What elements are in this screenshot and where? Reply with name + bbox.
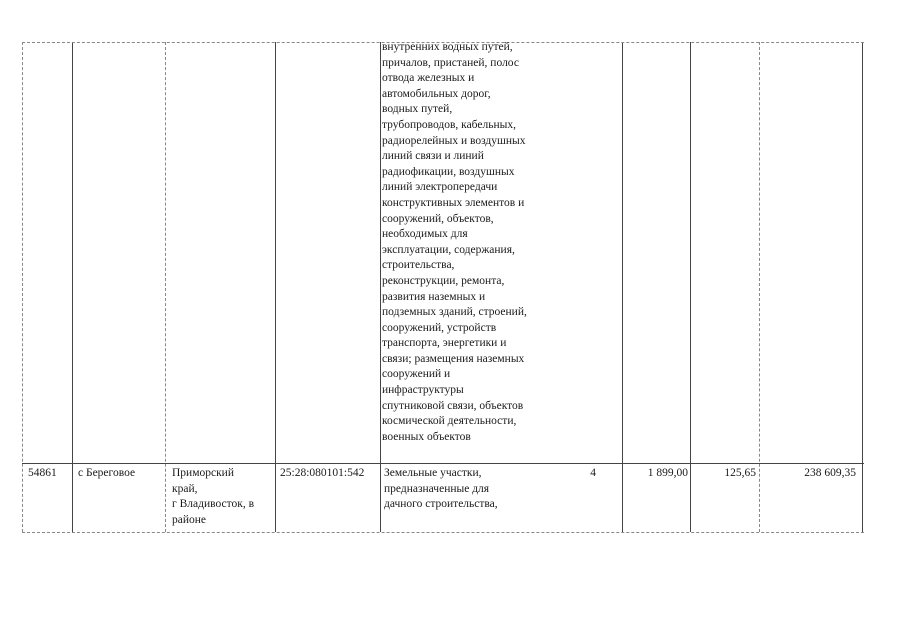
row-group: 4: [590, 467, 596, 479]
description-line: водных путей,: [382, 103, 453, 116]
row-address: [172, 466, 254, 528]
description-line: внутренних водных путей,: [382, 41, 513, 53]
row-rate: 125,65: [724, 467, 756, 479]
description-line: реконструкции, ремонта,: [382, 274, 505, 287]
description-line: отвода железных и: [382, 72, 475, 85]
row-value: 238 609,35: [804, 467, 856, 479]
column-rule: [22, 42, 23, 532]
description-line: радиофикации, воздушных: [382, 165, 515, 178]
column-rule: [759, 42, 760, 532]
row-id: 54861: [28, 467, 57, 479]
description-line: спутниковой связи, объектов: [382, 399, 524, 412]
column-rule: [862, 42, 863, 532]
description-line: автомобильных дорог,: [382, 87, 491, 100]
column-rule: [165, 42, 166, 532]
purpose-line: предназначенные для: [384, 482, 490, 495]
row-area: 1 899,00: [647, 467, 688, 479]
description-line: космической деятельности,: [382, 415, 517, 428]
description-line: трубопроводов, кабельных,: [382, 118, 516, 131]
description-line: линий электропередачи: [382, 181, 498, 194]
description-line: развития наземных и: [382, 290, 486, 303]
description-line: военных объектов: [382, 430, 471, 443]
address-line: край,: [172, 482, 198, 495]
column-rule: [380, 42, 381, 532]
description-line: радиорелейных и воздушных: [382, 134, 526, 147]
column-rule: [622, 42, 623, 532]
address-line: районе: [172, 513, 207, 526]
description-line: сооружений и: [382, 368, 451, 381]
description-line: связи; размещения наземных: [382, 352, 525, 365]
description-line: линий связи и линий: [382, 150, 484, 163]
address-line: Приморский: [172, 467, 234, 479]
description-line: причалов, пристаней, полос: [382, 56, 519, 69]
description-line: необходимых для: [382, 228, 468, 241]
row-cadastral-number: 25:28:080101:542: [280, 467, 365, 479]
row-settlement: с Береговое: [78, 467, 136, 479]
column-rule: [72, 42, 73, 532]
description-line: конструктивных элементов и: [382, 196, 525, 209]
description-line: подземных зданий, строений,: [382, 306, 527, 319]
column-rule: [275, 42, 276, 532]
row-purpose: [384, 466, 498, 513]
description-line: инфраструктуры: [382, 384, 464, 397]
description-line: сооружений, объектов,: [382, 212, 494, 225]
purpose-line: Земельные участки,: [384, 467, 482, 479]
description-line: транспорта, энергетики и: [382, 337, 507, 350]
description-line: строительства,: [382, 259, 455, 272]
column-rule: [690, 42, 691, 532]
address-line: г Владивосток, в: [172, 498, 254, 511]
continued-description: [382, 40, 612, 445]
row-rule-bottom: [22, 532, 864, 533]
description-line: сооружений, устройств: [382, 321, 497, 334]
row-rule: [22, 463, 864, 464]
description-line: эксплуатации, содержания,: [382, 243, 515, 256]
purpose-line: дачного строительства,: [384, 498, 498, 511]
